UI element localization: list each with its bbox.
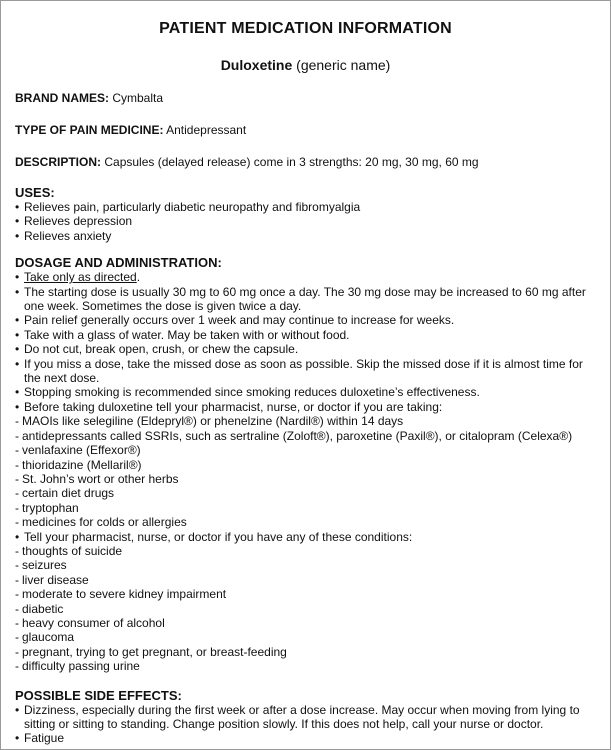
description-value: Capsules (delayed release) come in 3 strengths: 20 mg, 30 mg, 60 mg — [104, 155, 479, 169]
description-label: DESCRIPTION: — [15, 155, 102, 169]
sub-list-item: - St. John’s wort or other herbs — [15, 471, 179, 486]
list-item: • Pain relief generally occurs over 1 week and may continue to increase for weeks. — [15, 313, 455, 328]
sub-list-item: - heavy consumer of alcohol — [15, 615, 165, 630]
sub-list-item: - MAOIs like selegiline (Eldepryl®) or phenelzine (Nardil®) within 14 days — [15, 414, 404, 429]
list-item: • Dizziness, especially during the first week or after a dose increase. May occur when moving from lying to sitting or sitting to standing. Change position slowly. If this does not help, call your nurse or doctor. — [15, 702, 580, 731]
medicine-type-field — [15, 123, 596, 137]
description-field — [15, 155, 596, 169]
side-effects-heading: POSSIBLE SIDE EFFECTS: — [15, 687, 182, 703]
sub-list-item: - thioridazine (Mellaril®) — [15, 457, 142, 472]
list-item: • Do not cut, break open, crush, or chew the capsule. — [15, 342, 299, 357]
sub-list-item: - diabetic — [15, 601, 64, 616]
sub-list-item: - medicines for colds or allergies — [15, 515, 187, 530]
list-item: • Take only as directed. — [15, 270, 141, 285]
sub-list-item: - antidepressants called SSRIs, such as sertraline (Zoloft®), paroxetine (Paxil®), or citalopram (Celexa®) — [15, 428, 573, 443]
sub-list-item: - moderate to severe kidney impairment — [15, 587, 227, 602]
list-item: • Relieves depression — [15, 214, 133, 229]
drug-name: Duloxetine — [220, 57, 293, 73]
brand-names-label: BRAND NAMES: — [15, 91, 109, 105]
list-item: • Before taking duloxetine tell your pharmacist, nurse, or doctor if you are taking: — [15, 399, 443, 414]
sub-list-item: - venlafaxine (Effexor®) — [15, 443, 141, 458]
uses-heading: USES: — [15, 185, 55, 200]
drug-name-line — [15, 56, 596, 74]
sub-list-item: - certain diet drugs — [15, 486, 115, 501]
list-item: • Tell your pharmacist, nurse, or doctor if you have any of these conditions: — [15, 529, 413, 544]
brand-names-value: Cymbalta — [112, 91, 164, 105]
list-item: • Fatigue — [15, 731, 65, 746]
sub-list-item: - difficulty passing urine — [15, 659, 140, 674]
sub-list-item: - pregnant, trying to get pregnant, or breast-feeding — [15, 644, 287, 659]
list-item: • If you miss a dose, take the missed dose as soon as possible. Skip the missed dose if it is almost time for the next dose. — [15, 356, 583, 386]
sub-list-item: - glaucoma — [15, 630, 75, 645]
sub-list-item: - thoughts of suicide — [15, 543, 123, 558]
list-item: • Take with a glass of water. May be taken with or without food. — [15, 327, 350, 342]
sub-list-item: - liver disease — [15, 572, 89, 587]
list-item: • Stopping smoking is recommended since smoking reduces duloxetine’s effectiveness. — [15, 385, 480, 400]
sub-list-item: - tryptophan — [15, 500, 79, 515]
list-item: • Relieves anxiety — [15, 228, 112, 243]
medicine-type-value: Antidepressant — [166, 123, 247, 137]
list-item: • The starting dose is usually 30 mg to 60 mg once a day. The 30 mg dose may be increased to 60 mg after one week. Sometimes the dose is given twice a day. — [15, 284, 586, 314]
medicine-type-label: TYPE OF PAIN MEDICINE: — [15, 123, 164, 137]
list-item: • Relieves pain, particularly diabetic neuropathy and fibromyalgia — [15, 200, 361, 214]
drug-name-note: (generic name) — [296, 57, 391, 73]
sub-list-item: - seizures — [15, 558, 67, 573]
page-title: PATIENT MEDICATION INFORMATION — [159, 20, 452, 37]
dosage-heading: DOSAGE AND ADMINISTRATION: — [15, 255, 222, 271]
brand-names-field — [15, 91, 596, 105]
